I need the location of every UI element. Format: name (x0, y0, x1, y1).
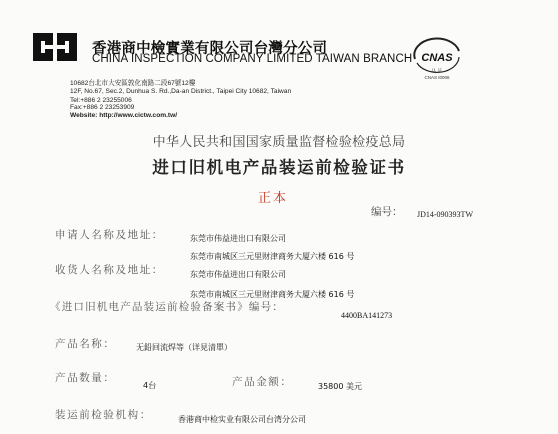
applicant-address: 东莞市南城区三元里财津商务大厦六楼 616 号 (190, 252, 355, 261)
consignee-name: 东莞市伟益进出口有限公司 (190, 270, 286, 279)
quantity-label: 产品数量： (55, 372, 116, 384)
company-logo-icon (33, 33, 77, 61)
certificate-number: JD14-090393TW (417, 210, 473, 219)
fax: Fax:+886 2 23253909 (70, 104, 135, 111)
cnas-sub: 认 证 (431, 69, 443, 74)
website-link[interactable]: Website: http://www.cictw.com.tw/ (70, 112, 178, 119)
amount-label: 产品金额： (232, 376, 293, 388)
amount-value: 35800 美元 (318, 382, 362, 391)
company-name-en: CHINA INSPECTION COMPANY LIMITED TAIWAN BRANCH (92, 53, 413, 65)
company-name-cn: 香港商中檢實業有限公司台灣分公司 (92, 41, 328, 57)
tel: Tel:+886 2 23255006 (70, 97, 132, 104)
inspection-agency: 香港商中检实业有限公司台湾分公司 (178, 415, 306, 424)
certificate-number-label: 编号： (371, 206, 403, 218)
applicant-label: 申请人名称及地址： (55, 229, 164, 241)
applicant-name: 东莞市伟益进出口有限公司 (190, 234, 286, 243)
original-mark: 正本 (258, 191, 289, 206)
certificate-title: 进口旧机电产品装运前检验证书 (152, 158, 406, 177)
record-number: 4400BA141273 (341, 311, 393, 320)
product-name-label: 产品名称： (55, 338, 116, 350)
cnas-code: CNAS I0006 (424, 75, 450, 80)
inspection-agency-label: 装运前检验机构： (55, 409, 152, 421)
consignee-address: 东莞市南城区三元里财津商务大厦六楼 616 号 (190, 290, 355, 299)
quantity-value: 4台 (143, 381, 157, 390)
consignee-label: 收货人名称及地址： (55, 264, 164, 276)
cnas-text: CNAS (421, 52, 453, 64)
address-cn: 10682台北市大安區敦化南路二段67號12樓 (70, 80, 196, 87)
address-en: 12F, No.67, Sec.2, Dunhua S. Rd.,Da-an District., Taipei City 10682, Taiwan (70, 88, 292, 95)
cnas-accreditation-icon (409, 37, 465, 83)
issuing-authority: 中华人民共和国国家质量监督检验检疫总局 (152, 135, 406, 150)
product-name: 无鉛回流焊等（详見清單） (136, 343, 232, 352)
record-number-label: 《进口旧机电产品装运前检验备案书》编号： (50, 301, 284, 313)
